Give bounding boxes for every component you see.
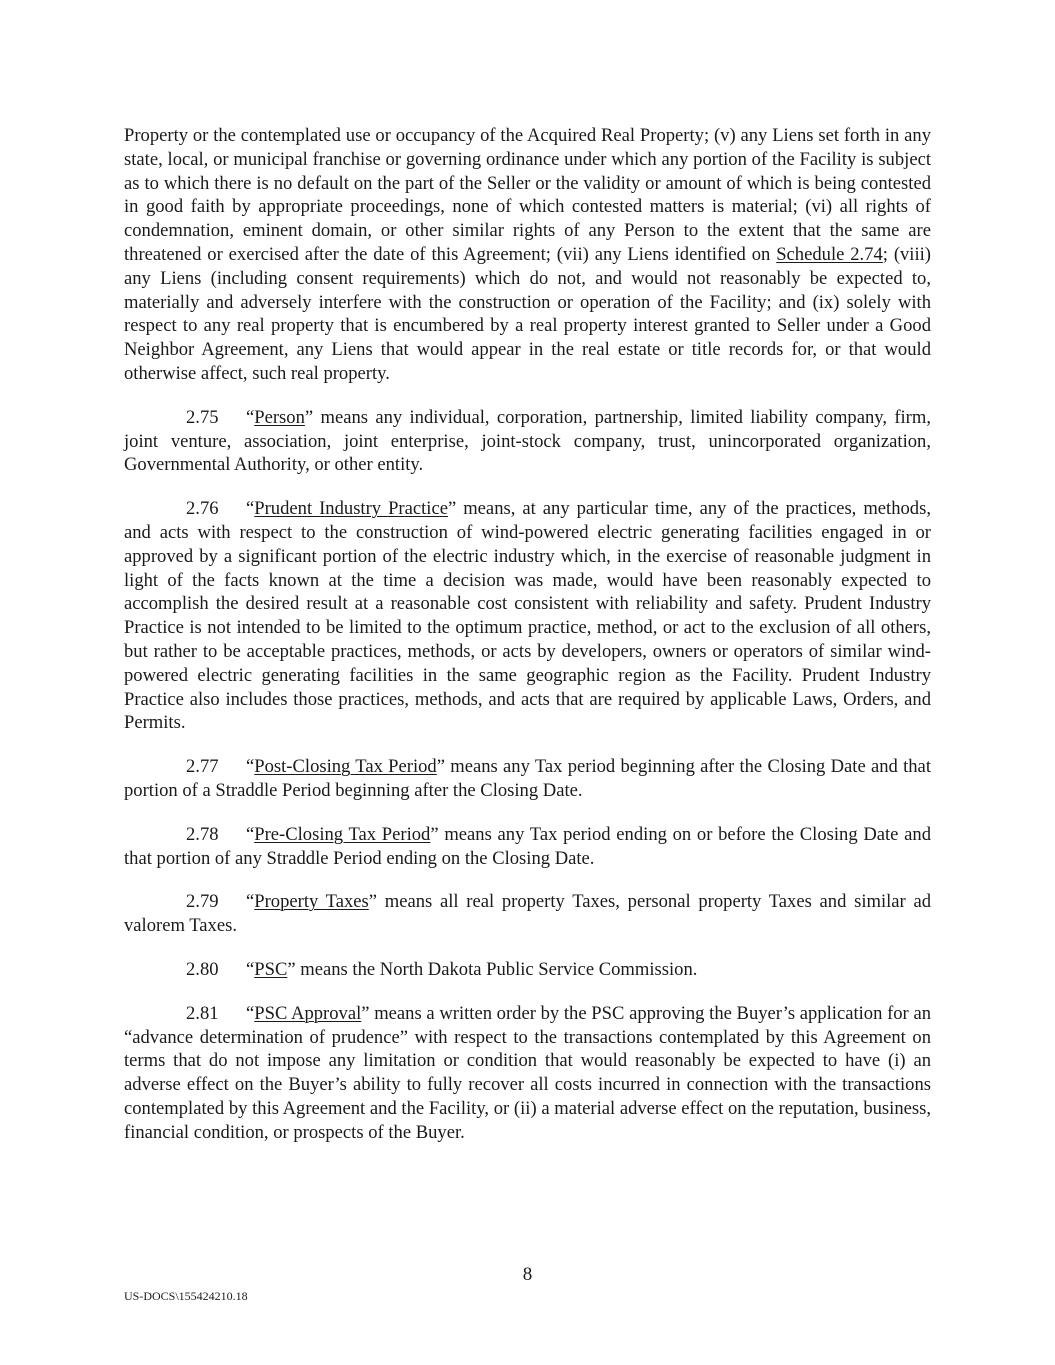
definition-text: ” means any individual, corporation, partnership, limited liability company, firm, joint venture, association, joint enterprise, joint-stock company, trust, unincorporated organization, Governmental Authority, or other entity. — [124, 406, 931, 476]
defined-term: Pre-Closing Tax Period — [254, 823, 431, 845]
definition-text: ” means a written order by the PSC approving the Buyer’s application for an “advance determination of prudence” with respect to the transactions contemplated by this Agreement on terms that do not impose any limitation or condition that would reasonably be expected to have (i) an adverse effect on the Buyer’s ability to fully recover all costs incurred in connection with the transactions contemplated by this Agreement and the Facility, or (ii) a material adverse effect on the reputation, business, financial condition, or prospects of the Buyer. — [124, 1002, 931, 1143]
definition-2-81 — [124, 1002, 931, 1145]
open-quote: “ — [246, 756, 255, 778]
defined-term: Post-Closing Tax Period — [254, 756, 437, 778]
open-quote: “ — [246, 891, 255, 913]
defined-term: PSC — [254, 958, 288, 980]
definition-number: 2.79 — [186, 891, 219, 913]
defined-term: Prudent Industry Practice — [254, 498, 448, 520]
open-quote: “ — [246, 1002, 255, 1024]
open-quote: “ — [246, 823, 255, 845]
definition-text: ” means, at any particular time, any of the practices, methods, and acts with respect to the construction of wind-powered electric generating facilities engaged in or approved by a significant portion of the electric industry which, in the exercise of reasonable judgment in light of the facts known at the time a decision was made, would have been reasonably expected to accomplish the desired result at a reasonable cost consistent with reliability and safety. Prudent Industry Practice is not intended to be limited to the optimum practice, method, or act to the exclusion of all others, but rather to be acceptable practices, methods, or acts by developers, owners or operators of similar wind-powered electric generating facilities in the same geographic region as the Facility. Prudent Industry Practice also includes those practices, methods, and acts that are required by applicable Laws, Orders, and Permits. — [124, 498, 931, 734]
definition-2-77 — [124, 755, 931, 803]
definition-2-76 — [124, 497, 931, 735]
definition-2-79 — [124, 890, 931, 938]
open-quote: “ — [246, 958, 255, 980]
document-body — [124, 124, 931, 1164]
continuation-paragraph — [124, 124, 931, 386]
continuation-text-end: ; (viii) any Liens (including consent requirements) which do not, and would not reasonably be expected to, materially and adversely interfere with the construction or operation of the Facility; and (ix) solely with respect to any real property that is encumbered by a real property interest granted to Seller under a Good Neighbor Agreement, any Liens that would appear in the real estate or title records for, or that would otherwise affect, such real property. — [124, 243, 931, 384]
defined-term: Property Taxes — [254, 891, 369, 913]
definition-number: 2.80 — [186, 958, 219, 980]
definition-number: 2.81 — [186, 1002, 219, 1024]
schedule-reference: Schedule 2.74 — [776, 243, 883, 265]
continuation-text-start: Property or the contemplated use or occupancy of the Acquired Real Property; (v) any Liens set forth in any state, local, or municipal franchise or governing ordinance under which any portion of the Facility is subject as to which there is no default on the part of the Seller or the validity or amount of which is being contested in good faith by appropriate proceedings, none of which contested matters is material; (vi) all rights of condemnation, eminent domain, or other similar rights of any Person to the extent that the same are threatened or exercised after the date of this Agreement; (vii) any Liens identified on — [124, 125, 931, 265]
definition-number: 2.75 — [186, 406, 219, 428]
definition-number: 2.78 — [186, 823, 219, 845]
open-quote: “ — [246, 498, 255, 520]
defined-term: Person — [254, 406, 305, 428]
open-quote: “ — [246, 406, 255, 428]
definition-text: ” means any Tax period ending on or before the Closing Date and that portion of any Straddle Period ending on the Closing Date. — [124, 823, 931, 869]
definition-2-75 — [124, 406, 931, 477]
page-number: 8 — [522, 1264, 533, 1285]
definition-text: ” means the North Dakota Public Service Commission. — [287, 958, 698, 980]
document-id: US-DOCS\155424210.18 — [124, 1289, 248, 1303]
definition-number: 2.77 — [186, 756, 219, 778]
defined-term: PSC Approval — [254, 1002, 362, 1024]
definition-text: ” means any Tax period beginning after the Closing Date and that portion of a Straddle Period beginning after the Closing Date. — [124, 756, 931, 801]
definition-number: 2.76 — [186, 498, 219, 520]
definition-text: ” means all real property Taxes, personal property Taxes and similar ad valorem Taxes. — [124, 891, 931, 937]
definition-2-78 — [124, 823, 931, 871]
definition-2-80 — [124, 958, 931, 982]
